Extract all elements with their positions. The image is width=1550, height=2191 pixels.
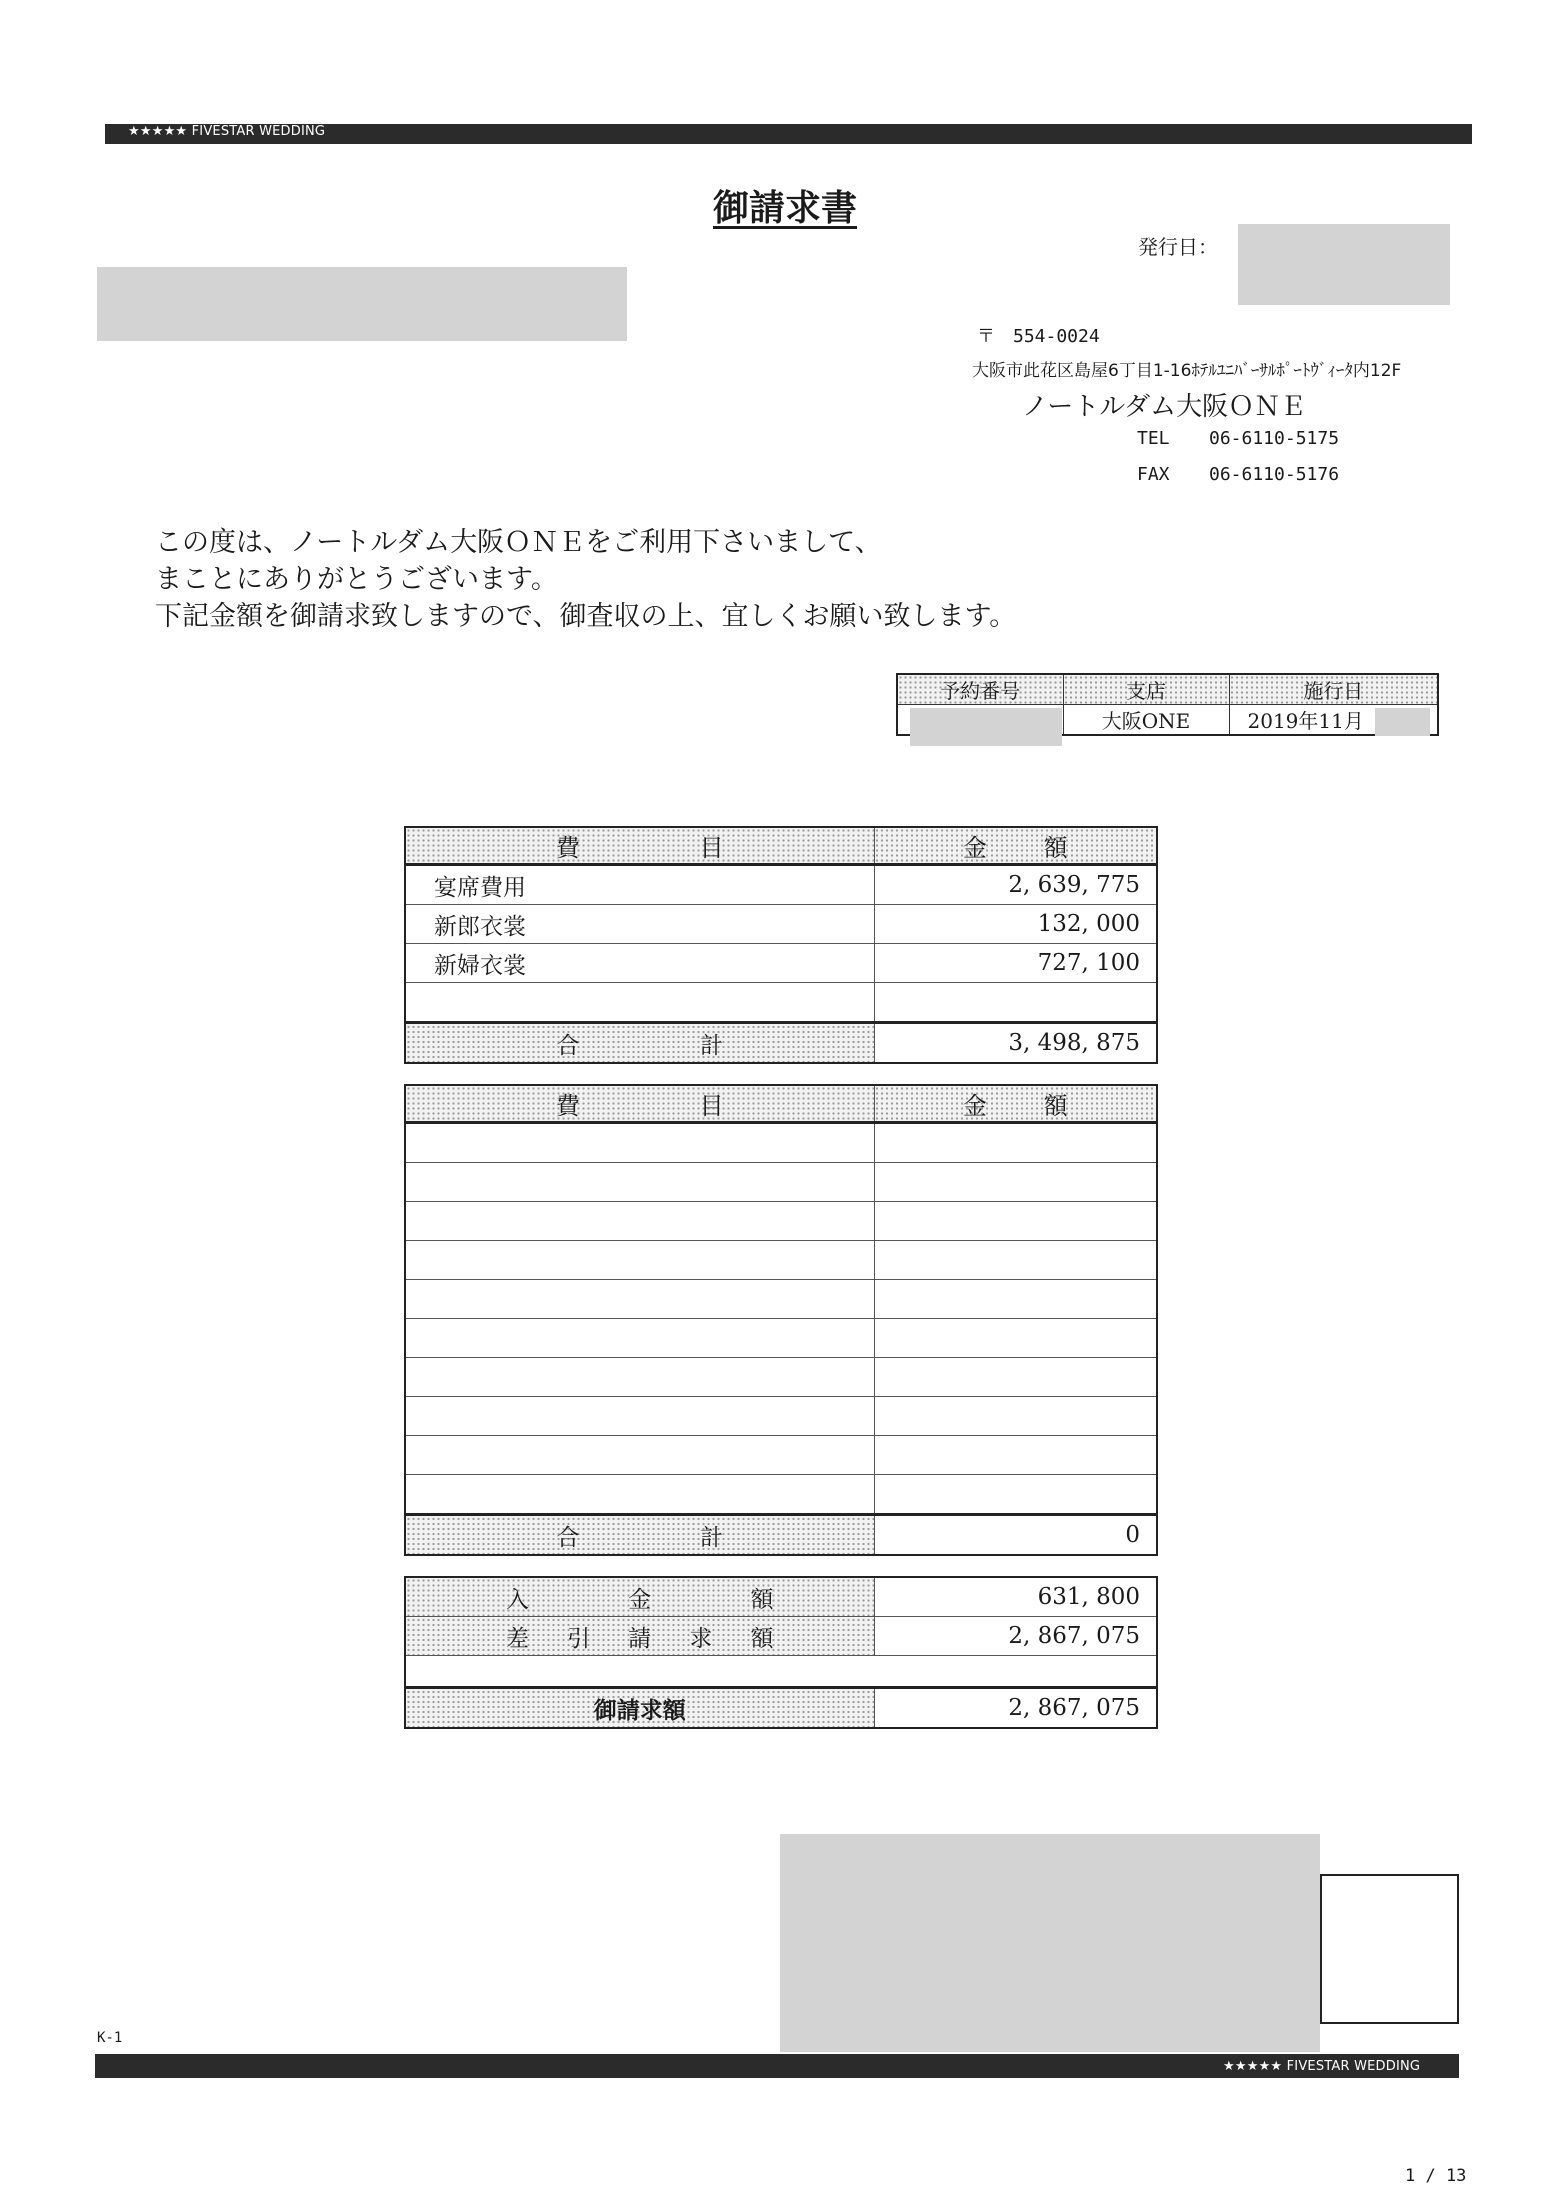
- item-cell: [405, 1241, 874, 1280]
- issue-date-label: 発行日：: [1138, 235, 1218, 259]
- balance-label: 差 引 請 求 額: [405, 1617, 874, 1656]
- fax-label: FAX: [1137, 464, 1170, 485]
- amount-cell: [874, 1397, 1157, 1436]
- charges-table-1: [404, 826, 1158, 1064]
- table-row: [405, 944, 1157, 983]
- amount-cell: [874, 1280, 1157, 1319]
- amount-cell: [874, 1163, 1157, 1202]
- charges-table-2: [404, 1084, 1158, 1556]
- total-amount: 3, 498, 875: [874, 1023, 1157, 1064]
- item-header: 費 目: [405, 1085, 874, 1123]
- table-row: [405, 1436, 1157, 1475]
- document-title: 御請求書: [712, 187, 857, 229]
- summary-table: [404, 1576, 1158, 1729]
- branch-cell: 大阪ONE: [1063, 705, 1229, 736]
- event-date-value: 2019年11月: [1247, 709, 1364, 733]
- item-cell: 宴席費用: [405, 865, 874, 905]
- table-row: [405, 1475, 1157, 1515]
- table-row: [405, 1358, 1157, 1397]
- table-row: [405, 1397, 1157, 1436]
- greeting-line-1: この度は、ノートルダム大阪ＯＮＥをご利用下さいまして、: [155, 527, 882, 558]
- top-brand-label: ★★★★★ FIVESTAR WEDDING: [128, 124, 326, 139]
- item-cell: 新郎衣裳: [405, 905, 874, 944]
- reservation-number-header: 予約番号: [897, 674, 1063, 705]
- amount-cell: 2, 639, 775: [874, 865, 1157, 905]
- table-row: [405, 1241, 1157, 1280]
- amount-cell: [874, 1475, 1157, 1515]
- balance-amount: 2, 867, 075: [874, 1617, 1157, 1656]
- amount-cell: [874, 1319, 1157, 1358]
- total-amount: 0: [874, 1515, 1157, 1556]
- issue-date-redacted: [1238, 224, 1450, 305]
- item-cell: [405, 1319, 874, 1358]
- tel-label: TEL: [1137, 428, 1170, 449]
- item-cell: [405, 1202, 874, 1241]
- spacer-cell: [874, 1656, 1157, 1688]
- amount-cell: [874, 983, 1157, 1023]
- amount-cell: [874, 1241, 1157, 1280]
- billing-amount: 2, 867, 075: [874, 1688, 1157, 1729]
- table-row: [405, 1123, 1157, 1163]
- table-row: [405, 865, 1157, 905]
- total-label: 合 計: [405, 1515, 874, 1556]
- total-label: 合 計: [405, 1023, 874, 1064]
- item-cell: [405, 1436, 874, 1475]
- form-code: K-1: [97, 2030, 123, 2046]
- amount-cell: [874, 1202, 1157, 1241]
- issuer-address: 大阪市此花区島屋6丁目1-16ﾎﾃﾙﾕﾆﾊﾞｰｻﾙﾎﾟｰﾄｳﾞｨｰﾀ内12F: [972, 361, 1402, 381]
- table-row: [405, 1202, 1157, 1241]
- tel-number: 06-6110-5175: [1209, 428, 1340, 449]
- greeting-line-2: まことにありがとうございます。: [155, 564, 558, 595]
- event-date-day-redacted: [1375, 708, 1430, 736]
- item-cell: [405, 1358, 874, 1397]
- amount-cell: 132, 000: [874, 905, 1157, 944]
- item-cell: [405, 1163, 874, 1202]
- postal-code: 〒 554-0024: [977, 326, 1100, 347]
- item-cell: [405, 1123, 874, 1163]
- amount-cell: 727, 100: [874, 944, 1157, 983]
- item-cell: [405, 983, 874, 1023]
- table-row: [405, 983, 1157, 1023]
- amount-cell: [874, 1436, 1157, 1475]
- issuer-name: ノートルダム大阪ＯＮＥ: [1022, 392, 1307, 422]
- item-cell: 新婦衣裳: [405, 944, 874, 983]
- deposit-amount: 631, 800: [874, 1577, 1157, 1617]
- fax-number: 06-6110-5176: [1209, 464, 1340, 485]
- table-row: [405, 1163, 1157, 1202]
- deposit-label: 入 金 額: [405, 1577, 874, 1617]
- event-date-header: 施行日: [1229, 674, 1438, 705]
- seal-box: [1320, 1874, 1459, 2024]
- greeting-line-3: 下記金額を御請求致しますので、御査収の上、宜しくお願い致します。: [155, 601, 1017, 632]
- billing-label: 御請求額: [405, 1688, 874, 1729]
- amount-header: 金 額: [874, 1085, 1157, 1123]
- table-row: [405, 1280, 1157, 1319]
- branch-header: 支店: [1063, 674, 1229, 705]
- amount-cell: [874, 1358, 1157, 1397]
- item-header: 費 目: [405, 827, 874, 865]
- page-number: 1 / 13: [1405, 2166, 1467, 2186]
- item-cell: [405, 1397, 874, 1436]
- amount-header: 金 額: [874, 827, 1157, 865]
- recipient-redacted: [97, 267, 627, 341]
- amount-cell: [874, 1123, 1157, 1163]
- stamp-area-redacted: [780, 1834, 1320, 2052]
- item-cell: [405, 1475, 874, 1515]
- table-row: [405, 905, 1157, 944]
- table-row: [405, 1319, 1157, 1358]
- spacer-cell: [405, 1656, 874, 1688]
- reservation-number-redacted: [910, 708, 1062, 746]
- item-cell: [405, 1280, 874, 1319]
- bottom-brand-label: ★★★★★ FIVESTAR WEDDING: [1223, 2059, 1421, 2074]
